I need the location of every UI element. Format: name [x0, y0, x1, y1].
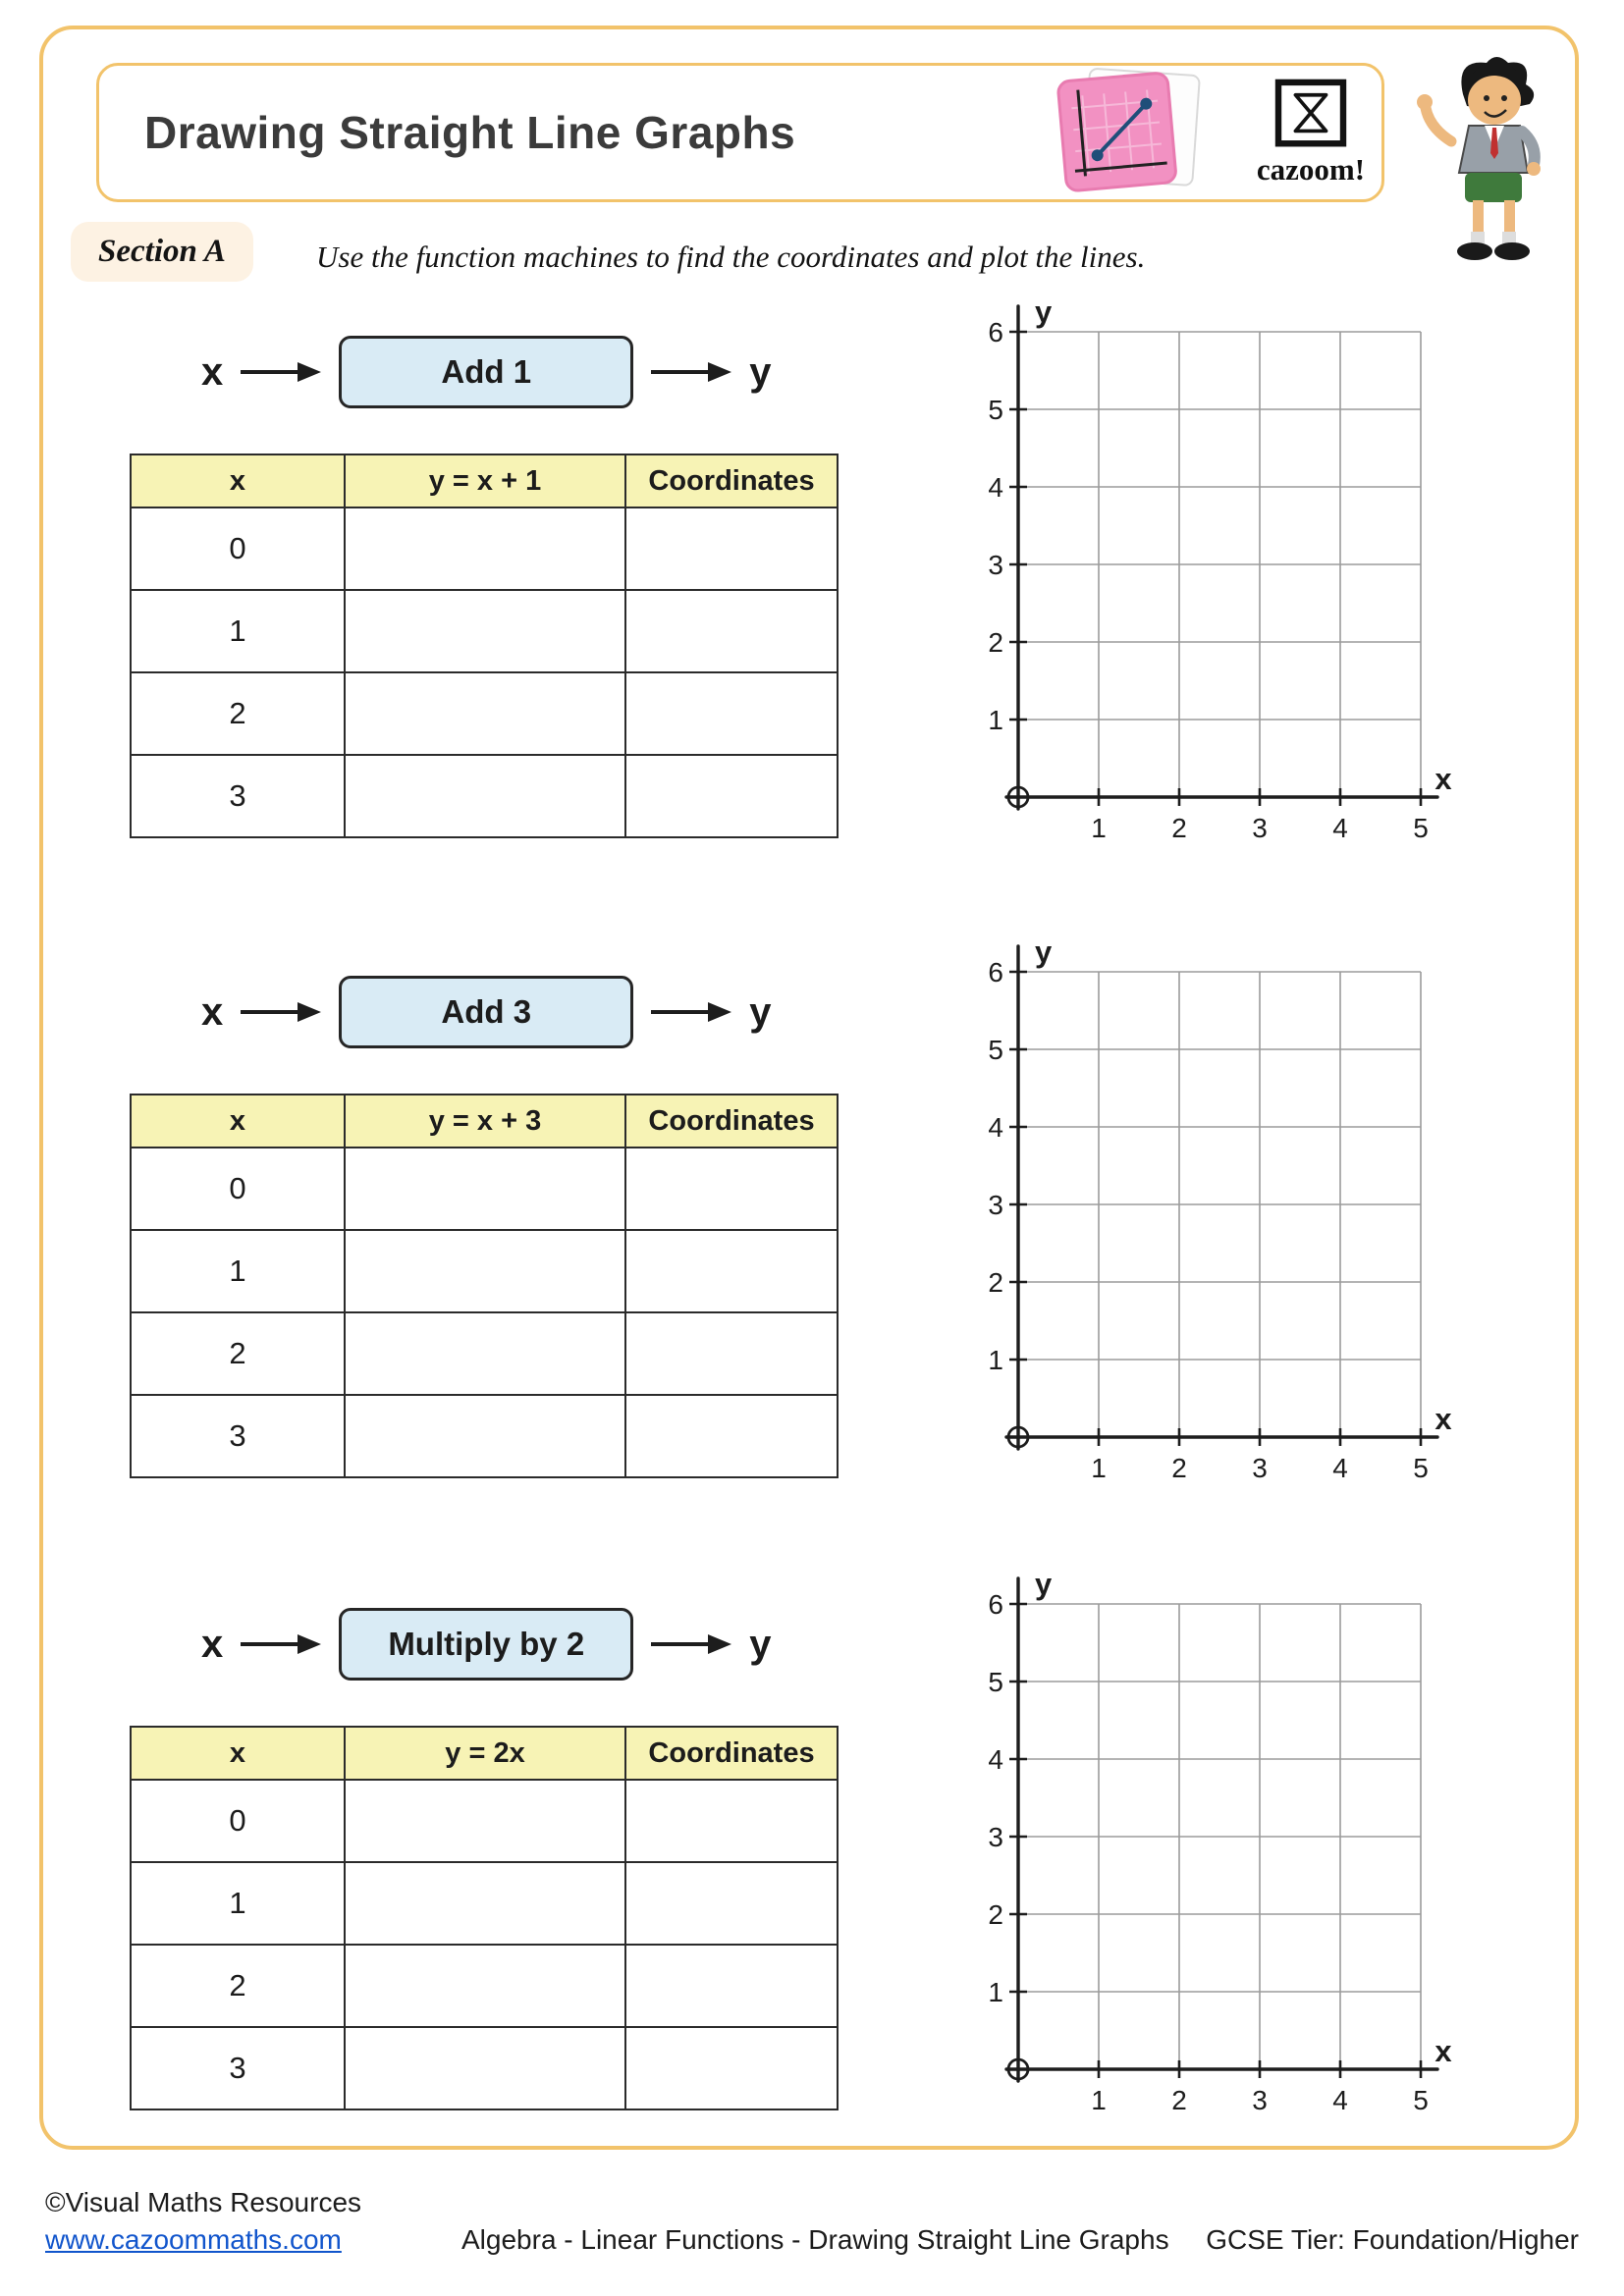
table-row	[131, 1148, 838, 1230]
table-row	[131, 1780, 838, 1862]
tick-marks	[1009, 1604, 1421, 2078]
rule-answer-cell	[345, 1780, 625, 1862]
arrow-right-icon	[649, 1630, 733, 1658]
column-header-x: x	[131, 1095, 345, 1148]
x-axis-label: x	[1435, 762, 1452, 796]
column-header-x: x	[131, 1727, 345, 1780]
function-machine	[201, 1608, 772, 1681]
y-tick-label: 5	[988, 1667, 1003, 1697]
table-row	[131, 672, 838, 755]
y-tick-label: 6	[988, 1589, 1003, 1620]
grid-lines	[1018, 332, 1421, 797]
x-tick-label: 1	[1091, 2085, 1107, 2115]
x-value-cell: 3	[131, 2027, 345, 2109]
table-row	[131, 1395, 838, 1477]
rule-answer-cell	[345, 1945, 625, 2027]
table-header-row	[131, 454, 838, 507]
rule-answer-cell	[345, 1230, 625, 1312]
x-value-cell: 1	[131, 1230, 345, 1312]
table-row	[131, 1862, 838, 1945]
y-tick-label: 6	[988, 317, 1003, 347]
worksheet-block-2	[0, 934, 1624, 1582]
function-machine	[201, 336, 772, 408]
coordinate-grid	[964, 934, 1455, 1514]
coordinates-answer-cell	[625, 672, 838, 755]
coordinates-answer-cell	[625, 507, 838, 590]
x-value-cell: 1	[131, 590, 345, 672]
y-tick-label: 1	[988, 1977, 1003, 2007]
machine-operation-box: Multiply by 2	[339, 1608, 633, 1681]
column-header-rule: y = 2x	[345, 1727, 625, 1780]
y-tick-label: 2	[988, 627, 1003, 658]
coordinates-answer-cell	[625, 590, 838, 672]
machine-input-label: x	[201, 349, 224, 394]
grid-lines	[1018, 1604, 1421, 2069]
values-table	[130, 1094, 839, 1478]
axes	[1006, 1578, 1437, 2081]
website-link[interactable]: www.cazoommaths.com	[45, 2224, 342, 2255]
footer-topic-text: Algebra - Linear Functions - Drawing Straight Line Graphs	[461, 2224, 1169, 2255]
axes	[1006, 946, 1437, 1449]
function-machine	[201, 976, 772, 1048]
arrow-right-icon	[239, 1630, 323, 1658]
table-row	[131, 1312, 838, 1395]
arrow-right-icon	[649, 998, 733, 1026]
tick-marks	[1009, 332, 1421, 806]
rule-answer-cell	[345, 2027, 625, 2109]
coordinates-answer-cell	[625, 755, 838, 837]
instruction-text: Use the function machines to find the coordinates and plot the lines.	[316, 240, 1146, 274]
x-tick-label: 4	[1332, 1453, 1348, 1483]
x-value-cell: 3	[131, 755, 345, 837]
table-header-row	[131, 1727, 838, 1780]
y-tick-label: 3	[988, 550, 1003, 580]
x-tick-label: 3	[1252, 1453, 1268, 1483]
tick-marks	[1009, 972, 1421, 1446]
x-tick-label: 3	[1252, 2085, 1268, 2115]
y-tick-label: 6	[988, 957, 1003, 988]
y-tick-label: 1	[988, 705, 1003, 735]
table-header-row	[131, 1095, 838, 1148]
y-axis-label: y	[1035, 294, 1053, 329]
x-value-cell: 0	[131, 1148, 345, 1230]
x-value-cell: 3	[131, 1395, 345, 1477]
y-tick-label: 5	[988, 395, 1003, 425]
x-axis-label: x	[1435, 1402, 1452, 1436]
x-tick-label: 2	[1171, 2085, 1187, 2115]
x-value-cell: 2	[131, 672, 345, 755]
arrow-right-icon	[239, 358, 323, 386]
machine-input-label: x	[201, 1622, 224, 1666]
column-header-coordinates: Coordinates	[625, 1095, 838, 1148]
x-tick-label: 5	[1413, 2085, 1429, 2115]
coordinates-answer-cell	[625, 1312, 838, 1395]
x-axis-label: x	[1435, 2034, 1452, 2068]
column-header-coordinates: Coordinates	[625, 1727, 838, 1780]
table-row	[131, 755, 838, 837]
x-value-cell: 0	[131, 507, 345, 590]
cazoom-logo	[1239, 79, 1382, 202]
x-tick-label: 3	[1252, 813, 1268, 843]
y-tick-label: 2	[988, 1899, 1003, 1930]
x-value-cell: 1	[131, 1862, 345, 1945]
x-tick-label: 2	[1171, 1453, 1187, 1483]
coordinates-answer-cell	[625, 2027, 838, 2109]
machine-output-label: y	[749, 1622, 772, 1666]
x-tick-label: 4	[1332, 2085, 1348, 2115]
section-label: Section A	[71, 222, 253, 282]
column-header-rule: y = x + 1	[345, 454, 625, 507]
x-tick-label: 1	[1091, 1453, 1107, 1483]
table-row	[131, 1945, 838, 2027]
machine-operation-box: Add 3	[339, 976, 633, 1048]
rule-answer-cell	[345, 1312, 625, 1395]
rule-answer-cell	[345, 507, 625, 590]
rule-answer-cell	[345, 672, 625, 755]
x-tick-label: 5	[1413, 1453, 1429, 1483]
coordinates-answer-cell	[625, 1148, 838, 1230]
cazoom-logo-text: cazoom!	[1256, 152, 1366, 187]
grid-lines	[1018, 972, 1421, 1437]
column-header-x: x	[131, 454, 345, 507]
coordinates-answer-cell	[625, 1862, 838, 1945]
column-header-coordinates: Coordinates	[625, 454, 838, 507]
machine-output-label: y	[749, 349, 772, 394]
coordinates-answer-cell	[625, 1230, 838, 1312]
cazoom-logo-icon	[1257, 79, 1365, 149]
coordinates-answer-cell	[625, 1395, 838, 1477]
worksheet-block-3	[0, 1567, 1624, 2215]
rule-answer-cell	[345, 1148, 625, 1230]
x-tick-label: 1	[1091, 813, 1107, 843]
arrow-right-icon	[239, 998, 323, 1026]
y-tick-label: 4	[988, 1112, 1003, 1143]
y-tick-label: 5	[988, 1035, 1003, 1065]
y-axis-label: y	[1035, 934, 1053, 969]
rule-answer-cell	[345, 1395, 625, 1477]
machine-output-label: y	[749, 989, 772, 1034]
x-value-cell: 2	[131, 1312, 345, 1395]
x-tick-label: 5	[1413, 813, 1429, 843]
graph-badge-icon	[1053, 61, 1204, 204]
column-header-rule: y = x + 3	[345, 1095, 625, 1148]
y-tick-label: 3	[988, 1190, 1003, 1220]
table-row	[131, 590, 838, 672]
coordinate-grid	[964, 294, 1455, 874]
y-axis-label: y	[1035, 1567, 1053, 1601]
coordinates-answer-cell	[625, 1780, 838, 1862]
footer-tier-text: GCSE Tier: Foundation/Higher	[1206, 2224, 1579, 2255]
table-row	[131, 507, 838, 590]
values-table	[130, 454, 839, 838]
rule-answer-cell	[345, 755, 625, 837]
mascot-boy-illustration	[1412, 51, 1581, 285]
page-title: Drawing Straight Line Graphs	[144, 107, 796, 158]
y-tick-label: 2	[988, 1267, 1003, 1298]
machine-input-label: x	[201, 989, 224, 1034]
x-value-cell: 2	[131, 1945, 345, 2027]
coordinate-grid	[964, 1567, 1455, 2146]
worksheet-block-1	[0, 294, 1624, 942]
y-tick-label: 4	[988, 1744, 1003, 1775]
rule-answer-cell	[345, 1862, 625, 1945]
machine-operation-box: Add 1	[339, 336, 633, 408]
table-row	[131, 1230, 838, 1312]
x-tick-label: 4	[1332, 813, 1348, 843]
coordinates-answer-cell	[625, 1945, 838, 2027]
x-tick-label: 2	[1171, 813, 1187, 843]
table-row	[131, 2027, 838, 2109]
arrow-right-icon	[649, 358, 733, 386]
axes	[1006, 306, 1437, 809]
rule-answer-cell	[345, 590, 625, 672]
copyright-text: ©Visual Maths Resources	[45, 2187, 362, 2217]
values-table	[130, 1726, 839, 2110]
y-tick-label: 3	[988, 1822, 1003, 1852]
y-tick-label: 4	[988, 472, 1003, 503]
x-value-cell: 0	[131, 1780, 345, 1862]
y-tick-label: 1	[988, 1345, 1003, 1375]
